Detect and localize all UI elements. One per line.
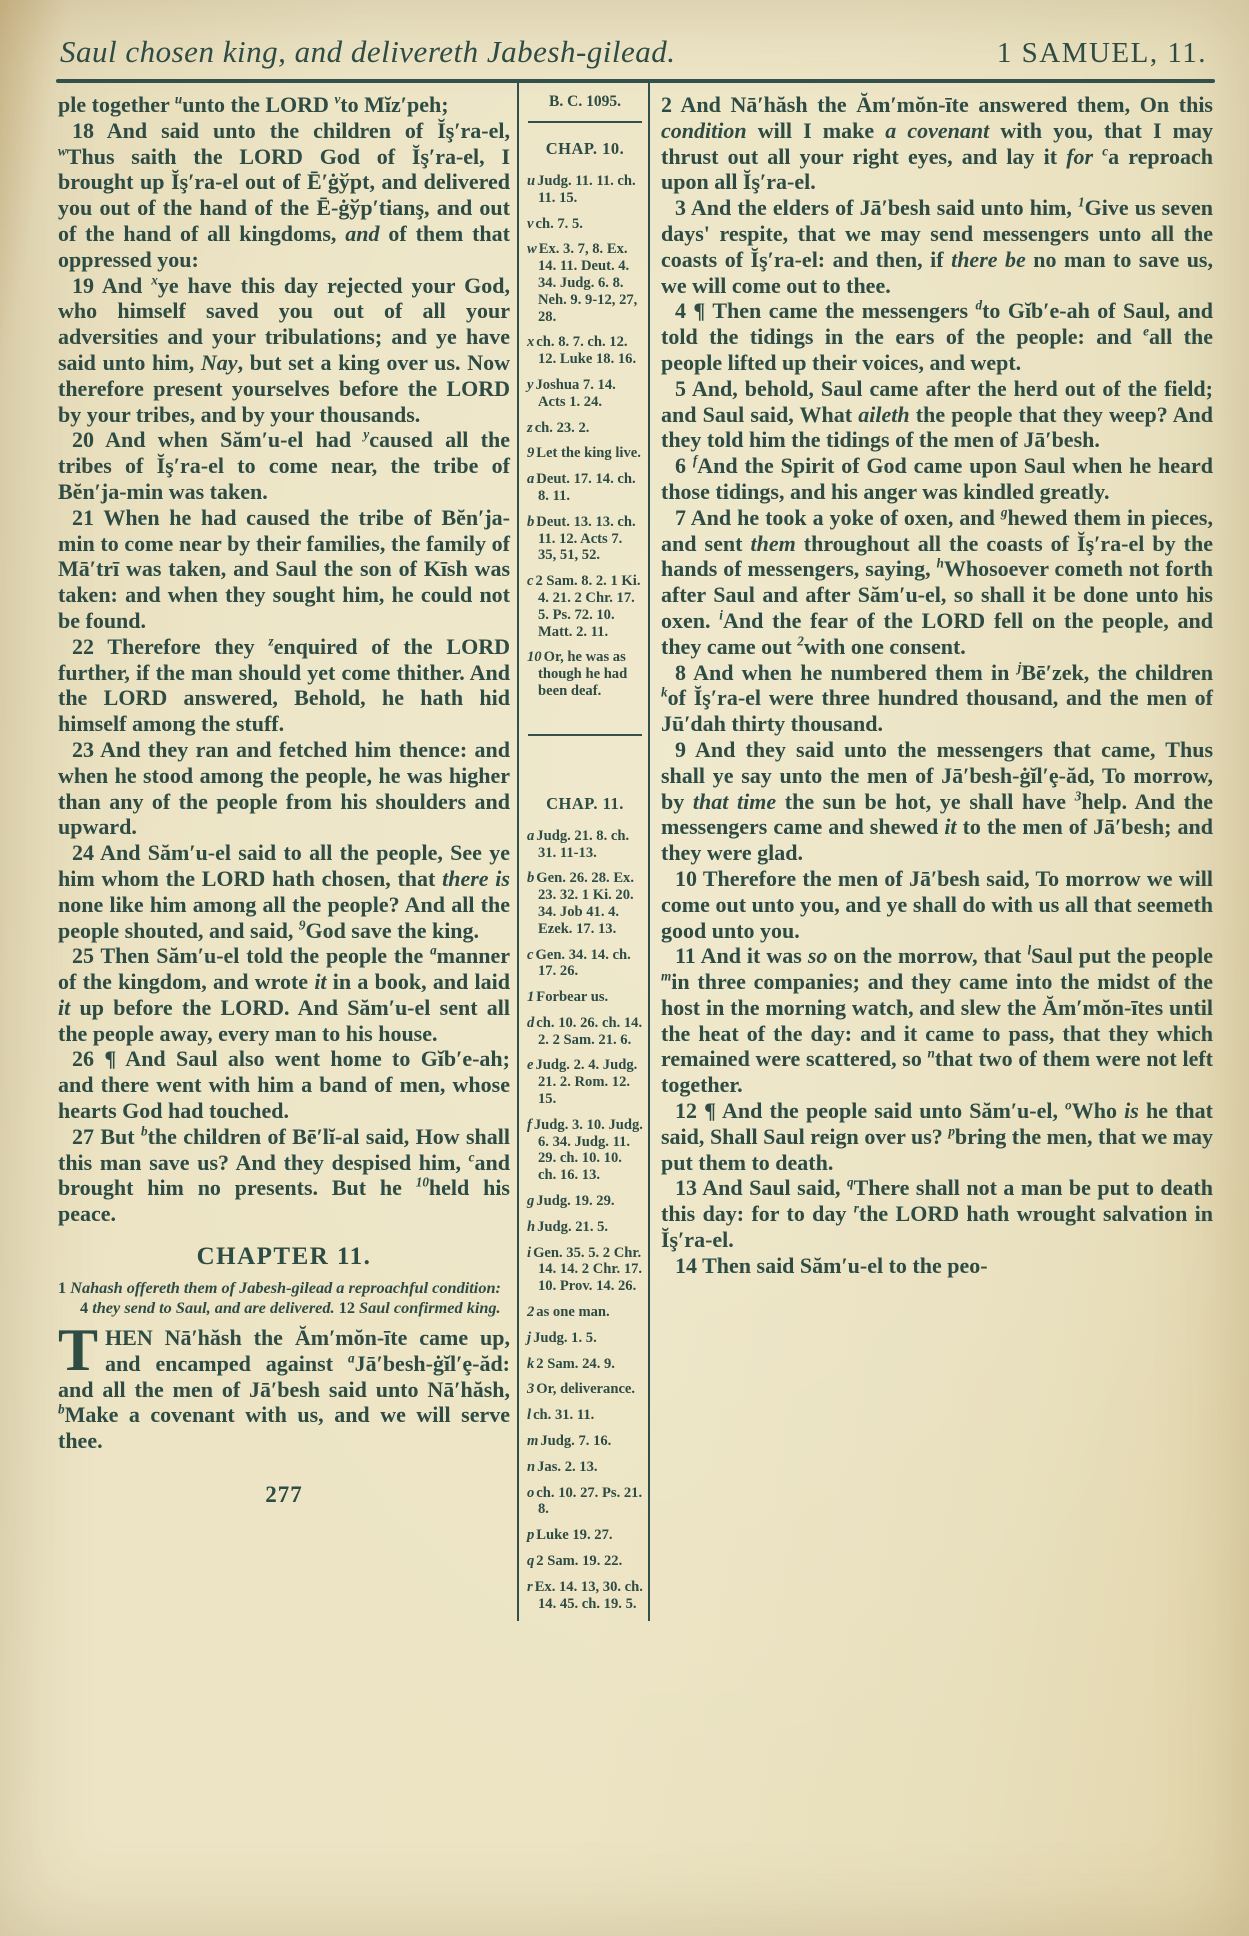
reference-entry	[527, 445, 643, 462]
verse-paragraph: 23 And they ran and fetched him thence: and when he stood among the people, he was higher than any of the people from his shoulders and upward.	[58, 736, 510, 840]
reference-text: as one man.	[536, 1304, 610, 1321]
reference-mark: o	[527, 1484, 535, 1501]
reference-entry	[527, 420, 643, 437]
chapter-heading: CHAPTER 11.	[196, 1243, 372, 1271]
reference-entry	[527, 173, 643, 207]
running-head: Saul chosen king, and delivereth Jabesh-gilead.	[60, 34, 676, 69]
era-rule	[528, 121, 642, 123]
reference-text: Gen. 35. 5. 2 Chr. 14. 14. 2 Chr. 17. 10. Prov. 14. 26.	[533, 1244, 643, 1295]
reference-mark: z	[527, 419, 533, 436]
reference-mark: 1	[527, 989, 535, 1006]
reference-entry	[527, 573, 643, 640]
verse-paragraph: 22 Therefore they $^z$enquired of the LORD further, if the man should yet come thither. And the LORD answered, Behold, he hath hid himself among the stuff.	[58, 633, 510, 737]
verse-paragraph: 6 $^f$And the Spirit of God came upon Saul when he heard those tidings, and his anger was kindled greatly.	[661, 452, 1214, 504]
reference-mark: c	[527, 946, 534, 963]
reference-mark: 3	[527, 1381, 535, 1398]
reference-section-chap11	[527, 794, 643, 1613]
reference-mark: x	[527, 334, 535, 351]
reference-mark: 9	[527, 445, 535, 462]
verse-paragraph: 5 And, behold, Saul came after the herd out of the field; and Saul said, What aileth the people that they weep? And they told him the tidings of the men of Jā′besh.	[661, 375, 1213, 453]
reference-text: 2 Sam. 8. 2. 1 Ki. 4. 21. 2 Chr. 17. 5. Ps. 72. 10. Matt. 2. 11.	[535, 573, 641, 640]
verse-paragraph: 13 And Saul said, $^q$There shall not a man be put to death this day: for to day $^r$the LORD hath wrought salvation in Ĭş′ra-el.	[661, 1175, 1213, 1253]
reference-text: Forbear us.	[536, 989, 609, 1006]
reference-text: Judg. 11. 11. ch. 11. 15.	[537, 173, 636, 206]
reference-mark: n	[527, 1458, 536, 1475]
reference-section-chap10	[527, 139, 643, 700]
verse-paragraph: 14 Then said Săm′u-el to the peo-	[675, 1252, 988, 1278]
reference-text: ch. 10. 26. ch. 14. 2. 2 Sam. 21. 6.	[536, 1014, 643, 1048]
reference-entry	[527, 471, 643, 505]
reference-section-divider	[528, 734, 642, 736]
text-columns	[56, 83, 1215, 1621]
reference-text: Luke 19. 27.	[536, 1527, 613, 1544]
reference-mark: b	[527, 513, 535, 530]
reference-mark: y	[527, 376, 534, 393]
reference-entry	[527, 216, 643, 233]
verse-paragraph: 2 And Nā′hăsh the Ăm′mŏn-īte answered them, On this condition will I make a covenant with you, that I may thrust out all your right eyes, and lay it for $^c$a reproach upon all Ĭş′ra-el.	[661, 92, 1214, 195]
reference-mark: h	[527, 1218, 536, 1235]
reference-mark: u	[527, 173, 536, 189]
reference-mark: i	[527, 1244, 532, 1261]
reference-mark: w	[527, 241, 537, 258]
verse-paragraph: 19 And $^x$ye have this day rejected your God, who himself saved you out of all your adversities and your tribulations; and ye have said unto him, Nay, but set a king over us. Now therefore present yourselves before the LORD by your tribes, and by your thousands.	[58, 272, 510, 427]
era-label: B. C. 1095.	[549, 93, 621, 110]
reference-mark: 2	[527, 1304, 535, 1321]
reference-entry	[527, 1219, 643, 1236]
reference-text: Judg. 7. 16.	[540, 1433, 612, 1450]
reference-entry	[527, 1485, 643, 1519]
reference-list-chap10	[527, 173, 643, 700]
reference-mark: q	[527, 1553, 535, 1570]
reference-mark: m	[527, 1433, 539, 1450]
reference-entry	[527, 1245, 643, 1295]
verse-paragraph: 4 ¶ Then came the messengers $^d$to Gĭb′e-ah of Saul, and told the tidings in the ears of the people: and $^e$all the people lifted up their voices, and wept.	[661, 298, 1213, 375]
reference-mark: d	[527, 1014, 535, 1031]
reference-mark: e	[527, 1057, 534, 1074]
reference-entry	[527, 828, 643, 862]
reference-text: Or, deliverance.	[536, 1381, 636, 1398]
verse-paragraph: 20 And when Săm′u-el had $^y$caused all the tribes of Ĭş′ra-el to come near, the tribe of Bĕn′ja-min was taken.	[58, 427, 510, 504]
reference-list-chap11	[527, 828, 643, 1613]
reference-section-heading: CHAP. 11.	[546, 793, 624, 813]
verse-paragraph: 11 And it was so on the morrow, that $^l$Saul put the people $^m$in three companies; and they came into the midst of the host in the morning watch, and slew the Ăm′mŏn-ītes until the heat of the day: and it came to pass, that they which remained were scattered, so $^n$that two of them were not left together.	[661, 942, 1213, 1098]
reference-text: Deut. 17. 14. ch. 8. 11.	[536, 471, 636, 504]
verse-paragraph: 7 And he took a yoke of oxen, and $^g$hewed them in pieces, and sent them throughout all the coasts of Ĭş′ra-el by the hands of messengers, saying, $^h$Whosoever cometh not forth after Saul and after Săm′u-el, so shall it be done unto his oxen. $^i$And the fear of the LORD fell on the people, and they came out $^2$with one consent.	[661, 504, 1213, 659]
verse-paragraph: 24 And Săm′u-el said to all the people, See ye him whom the LORD hath chosen, that there is none like him among all the people? And all the people shouted, and said, $^9$God save the king.	[58, 840, 510, 943]
reference-mark: g	[527, 1193, 535, 1210]
reference-column	[519, 83, 648, 1621]
reference-entry	[527, 1527, 643, 1544]
verse-paragraph: 27 But $^b$the children of Bē′lĭ-al said, How shall this man save us? And they despised him, $^c$and brought him no presents. But he $^{10}$held his peace.	[58, 1123, 510, 1227]
reference-mark: k	[527, 1355, 535, 1372]
reference-mark: p	[527, 1527, 535, 1544]
reference-text: ch. 10. 27. Ps. 21. 8.	[536, 1484, 643, 1518]
verse-paragraph: 25 Then Săm′u-el told the people the $^a$manner of the kingdom, and wrote it in a book, and laid it up before the LORD. And Săm′u-el sent all the people away, every man to his house.	[58, 942, 510, 1046]
verse-paragraph: 10 Therefore the men of Jā′besh said, To morrow we will come out unto you, and ye shall do with us all that seemeth good unto you.	[661, 865, 1213, 943]
book-chapter-label: 1 SAMUEL, 11.	[996, 37, 1207, 69]
reference-text: 2 Sam. 24. 9.	[536, 1355, 615, 1372]
reference-mark: r	[527, 1578, 533, 1595]
reference-text: Judg. 21. 5.	[537, 1218, 609, 1235]
reference-text: Judg. 3. 10. Judg. 6. 34. Judg. 11. 29. ch. 10. 10. ch. 16. 13.	[533, 1116, 643, 1184]
reference-mark: a	[527, 471, 535, 488]
verse-paragraph: 3 And the elders of Jā′besh said unto him, $^1$Give us seven days' respite, that we may send messengers unto all the coasts of Ĭş′ra-el: and then, if there be no man to save us, we will come out to thee.	[661, 194, 1213, 298]
reference-text: Ex. 3. 7, 8. Ex. 14. 11. Deut. 4. 34. Judg. 6. 8. Neh. 9. 9-12, 27, 28.	[538, 241, 638, 325]
reference-text: Jas. 2. 13.	[537, 1458, 598, 1475]
reference-text: Ex. 14. 13, 30. ch. 14. 45. ch. 19. 5.	[534, 1578, 643, 1612]
reference-entry	[527, 1356, 643, 1373]
reference-mark: j	[527, 1329, 532, 1346]
reference-entry	[527, 947, 643, 981]
reference-text: Judg. 1. 5.	[533, 1329, 597, 1346]
reference-entry	[527, 1304, 643, 1321]
reference-mark: b	[527, 870, 535, 887]
reference-text: Joshua 7. 14. Acts 1. 24.	[535, 376, 616, 410]
reference-entry	[527, 1193, 643, 1210]
verse-paragraph: 26 ¶ And Saul also went home to Gĭb′e-ah; and there went with him a band of men, whose hearts God had touched.	[58, 1046, 510, 1124]
reference-entry	[527, 989, 643, 1006]
reference-entry	[527, 1057, 643, 1107]
reference-entry	[527, 1433, 643, 1450]
reference-text: ch. 8. 7. ch. 12. 12. Luke 18. 16.	[536, 334, 637, 368]
reference-entry	[527, 334, 643, 368]
reference-entry	[527, 1117, 643, 1184]
reference-mark: 10	[527, 649, 542, 666]
reference-text: ch. 23. 2.	[534, 419, 590, 436]
verse-paragraph: ple together $^u$unto the LORD $^v$to Mĭz′peh;	[58, 91, 449, 117]
reference-text: Judg. 19. 29.	[536, 1193, 615, 1210]
reference-mark: f	[527, 1116, 532, 1133]
reference-entry	[527, 649, 643, 699]
reference-entry	[527, 1330, 643, 1347]
reference-mark: c	[527, 573, 534, 590]
reference-mark: v	[527, 215, 534, 232]
reference-text: Judg. 21. 8. ch. 31. 11-13.	[536, 827, 630, 861]
reference-text: Or, he was as though he had been deaf.	[538, 649, 628, 699]
reference-entry	[527, 1553, 643, 1570]
page-number: 277	[265, 1482, 303, 1508]
reference-entry	[527, 1579, 643, 1613]
reference-text: Gen. 26. 28. Ex. 23. 32. 1 Ki. 20. 34. Job 41. 4. Ezek. 17. 13.	[536, 870, 634, 937]
reference-entry	[527, 514, 643, 564]
reference-text: Gen. 34. 14. ch. 17. 26.	[535, 946, 631, 980]
reference-entry	[527, 1407, 643, 1424]
verse-paragraph: 12 ¶ And the people said unto Săm′u-el, $^o$Who is he that said, Shall Saul reign over us? $^p$bring the men, that we may put them to death.	[661, 1097, 1213, 1175]
left-text-column	[56, 83, 517, 1621]
chapter-summary: 1 Nahash offereth them of Jabesh-gilead a reproachful condition: 4 they send to Saul, and are delivered. 12 Saul confirmed king.	[58, 1278, 501, 1317]
reference-entry	[527, 377, 643, 411]
reference-entry	[527, 1015, 643, 1049]
reference-text: Judg. 2. 4. Judg. 21. 2. Rom. 12. 15.	[535, 1057, 638, 1108]
reference-text: Deut. 13. 13. ch. 11. 12. Acts 7. 35, 51, 52.	[536, 513, 636, 564]
verse-paragraph: 8 And when he numbered them in $^j$Bē′zek, the children $^k$of Ĭş′ra-el were three hundred thousand, and the men of Jū′dah thirty thousand.	[661, 659, 1214, 737]
left-verses	[58, 92, 510, 1227]
reference-entry	[527, 241, 643, 325]
verse-paragraph: 18 And said unto the children of Ĭş′ra-el, $^w$Thus saith the LORD God of Ĭş′ra-el, I brought up Ĭş′ra-el out of Ē′ġўpt, and delivered you out of the hand of the Ē-ġўp′tianş, and out of the hand of all kingdoms, and of them that oppressed you:	[58, 117, 510, 272]
reference-entry	[527, 1459, 643, 1476]
reference-section-heading: CHAP. 10.	[545, 139, 625, 158]
reference-text: 2 Sam. 19. 22.	[536, 1553, 623, 1570]
reference-entry	[527, 870, 643, 937]
chapter-opening-paragraph: THEN Nā′hăsh the Ăm′mŏn-īte came up, and encamped against $^a$Jā′besh-ġĭl′ȩ-ăd: and all the men of Jā′besh said unto Nā′hăsh, $^b$Make a covenant with us, and we will serve thee.	[58, 1317, 510, 1454]
page-header	[56, 34, 1215, 70]
reference-mark: l	[527, 1407, 532, 1424]
verse-paragraph: 9 And they said unto the messengers that came, Thus shall ye say unto the men of Jā′besh-ġĭl′ȩ-ăd, To morrow, by that time the sun be hot, ye shall have $^3$help. And the messengers came and shewed it to the men of Jā′besh; and they were glad.	[661, 736, 1213, 866]
verse-paragraph: 21 When he had caused the tribe of Bĕn′ja-min to come near by their families, the family of Mā′trī was taken, and Saul the son of Kīsh was taken: and when they sought him, he could not be found.	[58, 504, 510, 633]
reference-text: ch. 31. 11.	[533, 1407, 595, 1424]
right-text-column	[650, 83, 1215, 1621]
reference-text: Let the king live.	[536, 445, 641, 462]
right-verses	[661, 92, 1213, 1279]
reference-mark: a	[527, 827, 535, 844]
reference-text: ch. 7. 5.	[535, 215, 583, 232]
reference-entry	[527, 1381, 643, 1398]
